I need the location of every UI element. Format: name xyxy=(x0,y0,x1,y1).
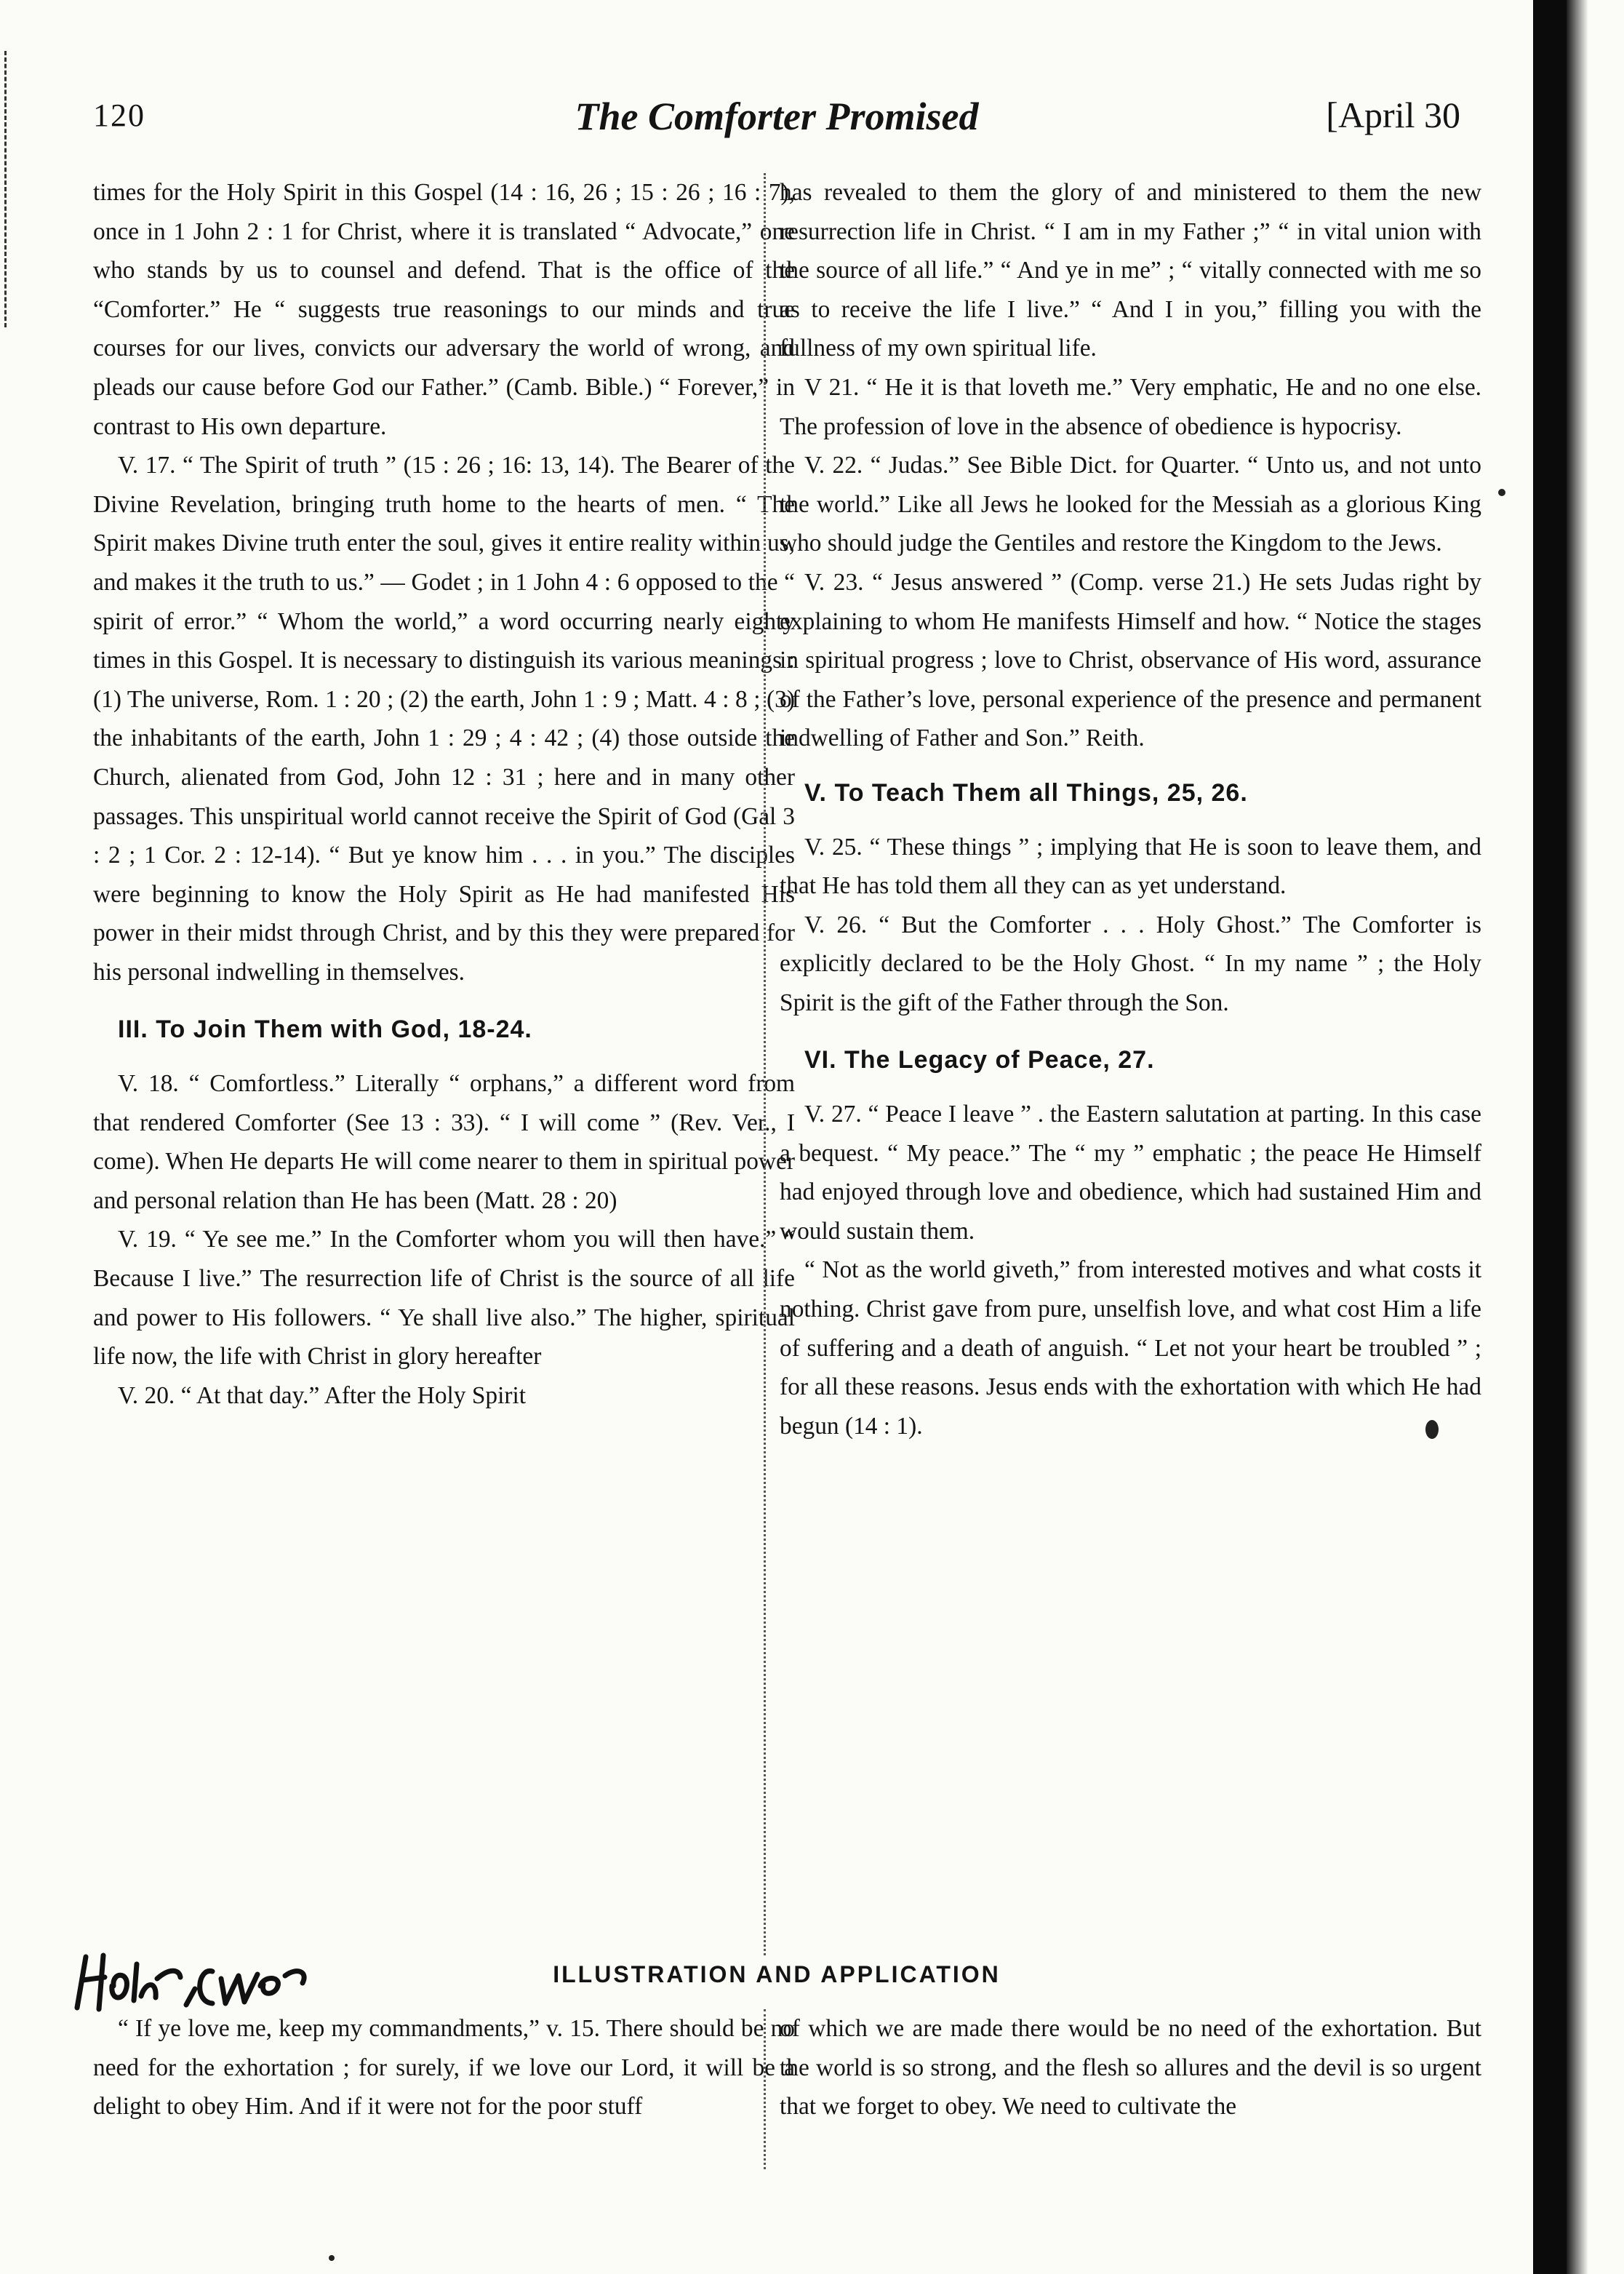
paragraph: “ Not as the world giveth,” from interested motives and what costs it nothing. Christ gave from pure, unselfish love, and what cost Him a life of suffering and a death of anguish. “ Let not your heart be troubled ” ; for all these reasons. Jesus ends with the exhortation with which He had begun (14 : 1). xyxy=(780,1256,1481,1440)
column-divider xyxy=(764,2009,766,2169)
scan-edge-shadow xyxy=(1533,0,1567,2274)
section-heading: V. To Teach Them all Things, 25, 26. xyxy=(804,778,1248,807)
paragraph: V. 27. “ Peace I leave ” . the Eastern salutation at parting. In this case a bequest. “ My peace.” The “ my ” emphatic ; the peace He Himself had enjoyed through love and obedience, which had sustained Him and would sustain them. xyxy=(780,1101,1481,1245)
ink-speck xyxy=(329,2255,335,2261)
issue-date: [April 30 xyxy=(1326,95,1460,135)
paragraph: “ If ye love me, keep my commandments,” v. 15. There should be no need for the exhortation ; for surely, if we love our Lord, it will be a delight to obey Him. And if it were not for the poor stuff xyxy=(93,2015,795,2121)
paragraph: of which we are made there would be no need of the exhortation. But the world is so strong, and the flesh so allures and the devil is so urgent that we forget to obey. We need to cultivate the xyxy=(780,2015,1481,2121)
paragraph: V. 25. “ These things ” ; implying that He is soon to leave them, and that He has told them all they can as yet understand. xyxy=(780,833,1481,900)
paragraph: V. 22. “ Judas.” See Bible Dict. for Quarter. “ Unto us, and not unto the world.” Like all Jews he looked for the Messiah as a glorious King who should judge the Gentiles and restore the Kingdom to the Jews. xyxy=(780,452,1481,557)
paragraph: V. 17. “ The Spirit of truth ” (15 : 26 ; 16: 13, 14). The Bearer of the Divine Revelation, bringing truth home to the hearts of men. “ The Spirit makes Divine truth enter the soul, gives it entire reality within us, and makes it the truth to us.” — Godet ; in 1 John 4 : 6 opposed to the “ spirit of error.” “ Whom the world,” a word occurring nearly eighty times in this Gospel. It is necessary to distinguish its various meanings : (1) The universe, Rom. 1 : 20 ; (2) the earth, John 1 : 9 ; Matt. 4 : 8 ; (3) the inhabitants of the earth, John 1 : 29 ; 4 : 42 ; (4) those outside the Church, alienated from God, John 12 : 31 ; here and in many other passages. This unspiritual world cannot receive the Spirit of God (Gal 3 : 2 ; 1 Cor. 2 : 12-14). “ But ye know him . . . in you.” The disciples were beginning to know the Holy Spirit as He had manifested His power in their midst through Christ, and by this they were prepared for his personal indwelling in themselves. xyxy=(93,452,795,986)
ink-speck xyxy=(1498,489,1505,496)
illustration-right-text xyxy=(780,2009,1481,2126)
paragraph: V. 18. “ Comfortless.” Literally “ orphans,” a different word from that rendered Comforter (See 13 : 33). “ I will come ” (Rev. Ver., I come). When He departs He will come nearer to them in spiritual power and personal relation than He has been (Matt. 28 : 20) xyxy=(93,1070,795,1214)
scan-edge-fade xyxy=(1567,0,1588,2274)
paragraph: V 21. “ He it is that loveth me.” Very emphatic, He and no one else. The profession of love in the absence of obedience is hypocrisy. xyxy=(780,373,1481,440)
column-divider xyxy=(764,173,766,1955)
section-heading: III. To Join Them with God, 18-24. xyxy=(118,1016,532,1044)
paragraph: V. 20. “ At that day.” After the Holy Spirit xyxy=(118,1381,527,1409)
paragraph: V. 26. “ But the Comforter . . . Holy Ghost.” The Comforter is explicitly declared to be the Holy Ghost. “ In my name ” ; the Holy Spirit is the gift of the Father through the Son. xyxy=(780,911,1481,1016)
right-column xyxy=(780,173,1481,1445)
paragraph: times for the Holy Spirit in this Gospel (14 : 16, 26 ; 15 : 26 ; 16 : 7), once in 1 John 2 : 1 for Christ, where it is translated “ Advocate,” one who stands by us to counsel and defend. That is the office of the “Comforter.” He “ suggests true reasonings to our minds and true courses for our lives, convicts our adversary the world of wrong, and pleads our cause before God our Father.” (Camb. Bible.) “ Forever,” in contrast to His own departure. xyxy=(93,179,795,440)
left-column xyxy=(93,173,795,1415)
paragraph: V. 23. “ Jesus answered ” (Comp. verse 21.) He sets Judas right by explaining to whom He manifests Himself and how. “ Notice the stages in spiritual progress ; love to Christ, observance of His word, assurance of the Father’s love, personal experience of the presence and permanent indwelling of Father and Son.” Reith. xyxy=(780,568,1481,752)
page-number: 120 xyxy=(93,97,145,133)
section-heading: VI. The Legacy of Peace, 27. xyxy=(804,1046,1155,1074)
paragraph: V. 19. “ Ye see me.” In the Comforter whom you will then have.” “ Because I live.” The resurrection life of Christ is the source of all life and power to His followers. “ Ye shall live also.” The higher, spiritual life now, the life with Christ in glory hereafter xyxy=(93,1226,795,1371)
illustration-left-text xyxy=(93,2009,795,2126)
ink-speck xyxy=(1425,1420,1439,1439)
paragraph: has revealed to them the glory of and ministered to them the new resurrection life in Christ. “ I am in my Father ;” “ in vital union with the source of all life.” “ And ye in me” ; “ vitally connected with me so as to receive the life I live.” “ And I in you,” filling you with the fullness of my own spiritual life. xyxy=(780,179,1481,362)
running-title: The Comforter Promised xyxy=(575,95,979,138)
page-header xyxy=(93,91,1460,149)
page-edge-marks xyxy=(4,51,12,327)
illustration-heading: ILLUSTRATION AND APPLICATION xyxy=(553,1961,1001,1987)
